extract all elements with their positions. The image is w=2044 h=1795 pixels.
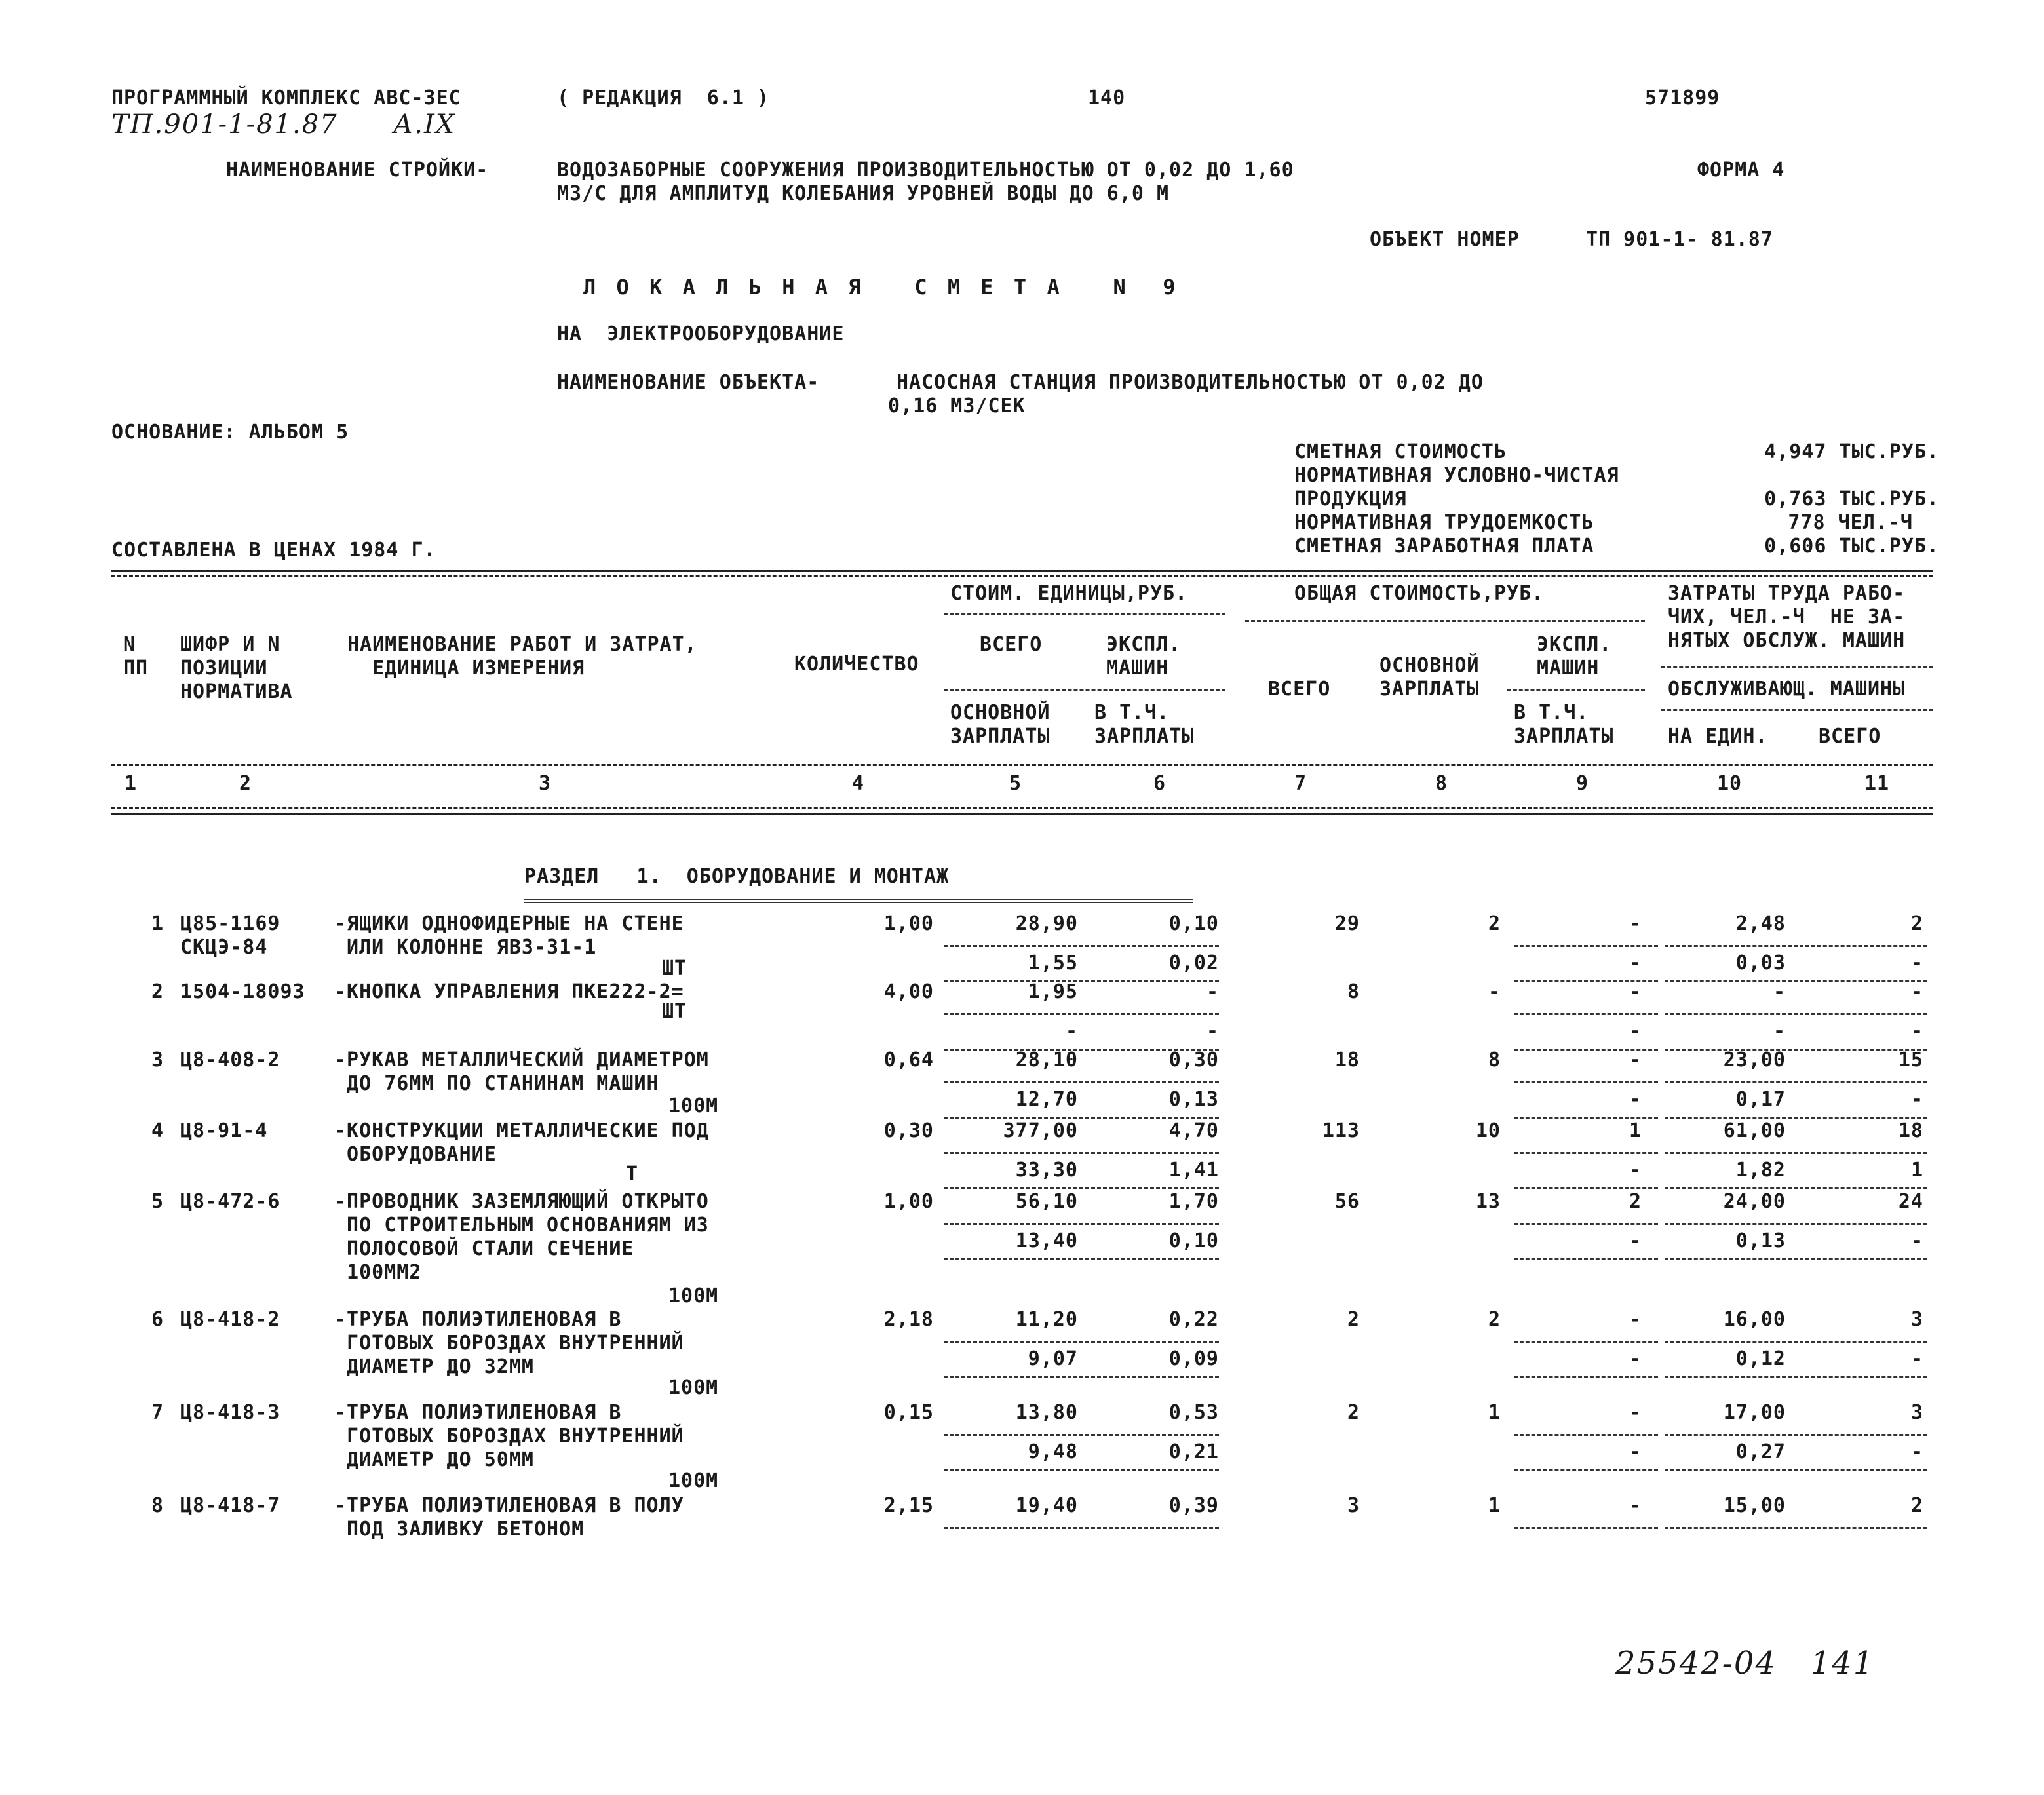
row-total-machine: - (1629, 1401, 1642, 1424)
summary-label: НОРМАТИВНАЯ ТРУДОЕМКОСТЬ (1294, 511, 1594, 534)
row-quantity: 2,18 (883, 1308, 934, 1331)
row-unit-incl: 0,02 (1168, 952, 1219, 975)
column-number: 5 (1009, 772, 1022, 795)
row-labor-all: 2 (1910, 1494, 1923, 1517)
row-number: 8 (151, 1494, 164, 1517)
summary-label: СМЕТНАЯ ЗАРАБОТНАЯ ПЛАТА (1294, 535, 1594, 558)
row-total-all: 2 (1347, 1401, 1360, 1424)
row-code: 1504-18093 (180, 980, 305, 1003)
row-unit: 100М (668, 1469, 719, 1492)
row-name: -ТРУБА ПОЛИЭТИЛЕНОВАЯ В ПОЛУ ПОД ЗАЛИВКУ БЕТОНОМ (334, 1494, 684, 1541)
header-divider (1507, 689, 1645, 691)
row-labor-all: 3 (1910, 1401, 1923, 1424)
row-labor-unit: 61,00 (1723, 1119, 1786, 1142)
cell-divider (944, 1469, 1219, 1471)
row-unit-machine: 0,53 (1168, 1401, 1219, 1424)
summary-label: НОРМАТИВНАЯ УСЛОВНО-ЧИСТАЯ (1294, 464, 1619, 487)
row-total-all: 56 (1334, 1190, 1360, 1213)
total-all-header: ВСЕГО (1268, 678, 1331, 701)
row-total-all: 18 (1334, 1049, 1360, 1071)
cell-divider (1665, 1013, 1927, 1015)
column-number: 9 (1576, 772, 1589, 795)
summary-label: СМЕТНАЯ СТОИМОСТЬ (1294, 440, 1507, 463)
cell-divider (1665, 1258, 1927, 1260)
row-name: -КОНСТРУКЦИИ МЕТАЛЛИЧЕСКИЕ ПОД ОБОРУДОВАНИЕ (334, 1119, 709, 1166)
cell-divider (1514, 1152, 1658, 1154)
row-unit-incl: 0,09 (1168, 1347, 1219, 1370)
row-unit-total: 19,40 (1015, 1494, 1078, 1517)
unit-wage-header: ОСНОВНОЙ ЗАРПЛАТЫ (950, 701, 1051, 748)
row-quantity: 1,00 (883, 1190, 934, 1213)
row-quantity: 4,00 (883, 980, 934, 1003)
cell-divider (1665, 1152, 1927, 1154)
row-unit-wage: 13,40 (1015, 1229, 1078, 1252)
cell-divider (1665, 1081, 1927, 1083)
cell-divider (1514, 1013, 1658, 1015)
cell-divider (944, 1258, 1219, 1260)
row-unit-machine: 0,30 (1168, 1049, 1219, 1071)
object-number-label: ОБЪЕКТ НОМЕР (1370, 228, 1520, 251)
row-total-incl: - (1629, 1440, 1642, 1463)
cell-divider (1514, 1341, 1658, 1343)
header-divider (944, 613, 1225, 615)
row-total-incl: - (1629, 1229, 1642, 1252)
row-unit-wage: 9,07 (1028, 1347, 1078, 1370)
row-unit-wage: 12,70 (1015, 1088, 1078, 1111)
row-unit-wage: 1,55 (1028, 952, 1078, 975)
row-total-all: 113 (1322, 1119, 1360, 1142)
total-incl-header: В Т.Ч. ЗАРПЛАТЫ (1514, 701, 1614, 748)
row-unit-incl: 0,10 (1168, 1229, 1219, 1252)
row-total-machine: - (1629, 980, 1642, 1003)
row-total-machine: 2 (1629, 1190, 1642, 1213)
cell-divider (1665, 980, 1927, 982)
cell-divider (944, 1187, 1219, 1189)
row-unit-incl: - (1206, 1020, 1219, 1043)
total-machine-header: ЭКСПЛ. МАШИН (1537, 633, 1612, 680)
table-top-rule-2 (111, 575, 1933, 577)
cell-divider (1514, 1434, 1658, 1436)
row-quantity: 0,64 (883, 1049, 934, 1071)
row-total-machine: - (1629, 1308, 1642, 1331)
row-unit-total: 28,90 (1015, 912, 1078, 935)
row-total-all: 3 (1347, 1494, 1360, 1517)
column-number: 10 (1717, 772, 1743, 795)
cell-divider (944, 945, 1219, 947)
row-total-wage: 1 (1488, 1401, 1501, 1424)
cell-divider (1665, 1434, 1927, 1436)
row-code: Ц8-408-2 (180, 1049, 280, 1071)
row-code: Ц85-1169 СКЦЭ-84 (180, 912, 280, 959)
row-name: -ПРОВОДНИК ЗАЗЕМЛЯЮЩИЙ ОТКРЫТО ПО СТРОИТЕЛЬНЫМ ОСНОВАНИЯМ ИЗ ПОЛОСОВОЙ СТАЛИ СЕЧЕНИЕ 100ММ2 (334, 1190, 709, 1284)
row-labor-all: 24 (1898, 1190, 1923, 1213)
cell-divider (944, 1013, 1219, 1015)
document-subtitle: НА ЭЛЕКТРООБОРУДОВАНИЕ (557, 322, 845, 345)
column-number: 4 (852, 772, 865, 795)
row-number: 3 (151, 1049, 164, 1071)
total-wage-header: ОСНОВНОЙ ЗАРПЛАТЫ (1379, 654, 1480, 701)
cell-divider (1514, 1258, 1658, 1260)
form-label: ФОРМА 4 (1697, 159, 1785, 182)
object-name-line-2: 0,16 М3/СЕК (888, 395, 1026, 417)
row-labor-machine-unit: 0,13 (1735, 1229, 1786, 1252)
row-quantity: 0,15 (883, 1401, 934, 1424)
row-unit: Т (626, 1163, 639, 1186)
row-number: 7 (151, 1401, 164, 1424)
row-total-wage: 2 (1488, 1308, 1501, 1331)
col-code-header: ШИФР И N ПОЗИЦИИ НОРМАТИВА (180, 633, 293, 703)
row-unit-total: 1,95 (1028, 980, 1078, 1003)
row-labor-machine-unit: 1,82 (1735, 1159, 1786, 1182)
row-unit-incl: 0,21 (1168, 1440, 1219, 1463)
cell-divider (1665, 1527, 1927, 1529)
row-unit: 100М (668, 1376, 719, 1399)
row-total-all: 8 (1347, 980, 1360, 1003)
row-total-machine: - (1629, 1049, 1642, 1071)
cell-divider (944, 1341, 1219, 1343)
object-number: ТП 901-1- 81.87 (1586, 228, 1773, 251)
row-total-incl: - (1629, 952, 1642, 975)
row-quantity: 2,15 (883, 1494, 934, 1517)
row-name: -ЯЩИКИ ОДНОФИДЕРНЫЕ НА СТЕНЕ ИЛИ КОЛОННЕ ЯВЗ-31-1 (334, 912, 684, 959)
row-unit-total: 377,00 (1003, 1119, 1078, 1142)
labor-unit-header: НА ЕДИН. (1668, 725, 1768, 748)
table-top-rule (111, 570, 1933, 572)
row-total-wage: 13 (1475, 1190, 1501, 1213)
cell-divider (944, 1434, 1219, 1436)
cell-divider (1665, 1341, 1927, 1343)
cell-divider (1514, 1081, 1658, 1083)
summary-value: 778 ЧЕЛ.-Ч (1788, 511, 1913, 534)
row-labor-machine-all: - (1910, 952, 1923, 975)
row-labor-machine-all: - (1910, 1229, 1923, 1252)
cell-divider (1665, 945, 1927, 947)
row-labor-machine-all: 1 (1910, 1159, 1923, 1182)
unit-machine-header: ЭКСПЛ. МАШИН (1106, 633, 1182, 680)
header-divider (944, 689, 1225, 691)
column-number: 1 (125, 772, 138, 795)
total-cost-header: ОБЩАЯ СТОИМОСТЬ,РУБ. (1294, 582, 1545, 605)
row-labor-machine-unit: 0,27 (1735, 1440, 1786, 1463)
row-name: -РУКАВ МЕТАЛЛИЧЕСКИЙ ДИАМЕТРОМ ДО 76ММ ПО СТАНИНАМ МАШИН (334, 1049, 709, 1095)
row-unit-machine: 1,70 (1168, 1190, 1219, 1213)
unit-total-header: ВСЕГО (980, 633, 1043, 656)
row-labor-machine-unit: - (1773, 1020, 1786, 1043)
handwritten-album: А.IX (393, 109, 456, 140)
row-number: 1 (151, 912, 164, 935)
row-unit-total: 11,20 (1015, 1308, 1078, 1331)
row-quantity: 0,30 (883, 1119, 934, 1142)
row-unit-wage: - (1065, 1020, 1078, 1043)
cell-divider (944, 1081, 1219, 1083)
construction-line-1: ВОДОЗАБОРНЫЕ СООРУЖЕНИЯ ПРОИЗВОДИТЕЛЬНОСТЬЮ ОТ 0,02 ДО 1,60 (557, 159, 1294, 182)
cell-divider (1665, 1376, 1927, 1378)
row-code: Ц8-418-3 (180, 1401, 280, 1424)
row-labor-machine-unit: 0,17 (1735, 1088, 1786, 1111)
row-labor-unit: 15,00 (1723, 1494, 1786, 1517)
row-labor-unit: 23,00 (1723, 1049, 1786, 1071)
row-number: 4 (151, 1119, 164, 1142)
unit-cost-header: СТОИМ. ЕДИНИЦЫ,РУБ. (950, 582, 1188, 605)
row-unit-machine: 0,10 (1168, 912, 1219, 935)
section-underline (524, 899, 1193, 903)
cell-divider (944, 1152, 1219, 1154)
column-number: 3 (539, 772, 552, 795)
row-labor-all: 15 (1898, 1049, 1923, 1071)
summary-value: 0,606 ТЫС.РУБ. (1764, 535, 1939, 558)
row-total-wage: 2 (1488, 912, 1501, 935)
row-name: -ТРУБА ПОЛИЭТИЛЕНОВАЯ В ГОТОВЫХ БОРОЗДАХ ВНУТРЕННИЙ ДИАМЕТР ДО 32ММ (334, 1308, 684, 1378)
row-code: Ц8-91-4 (180, 1119, 268, 1142)
summary-value: 0,763 ТЫС.РУБ. (1764, 488, 1939, 511)
row-unit-machine: 0,22 (1168, 1308, 1219, 1331)
construction-label: НАИМЕНОВАНИЕ СТРОЙКИ- (226, 159, 489, 182)
cell-divider (944, 1376, 1219, 1378)
cell-divider (1514, 1223, 1658, 1225)
row-unit-total: 28,10 (1015, 1049, 1078, 1071)
row-labor-machine-unit: 0,03 (1735, 952, 1786, 975)
col-quantity-header: КОЛИЧЕСТВО (794, 653, 919, 676)
row-labor-machine-unit: 0,12 (1735, 1347, 1786, 1370)
row-labor-all: - (1910, 980, 1923, 1003)
row-unit-incl: 0,13 (1168, 1088, 1219, 1111)
row-total-machine: - (1629, 912, 1642, 935)
document-title: Л О К А Л Ь Н А Я С М Е Т А N 9 (583, 275, 1180, 299)
row-labor-unit: 17,00 (1723, 1401, 1786, 1424)
labor-header: ЗАТРАТЫ ТРУДА РАБО- ЧИХ, ЧЕЛ.-Ч НЕ ЗА- НЯТЫХ ОБСЛУЖ. МАШИН (1668, 582, 1906, 652)
row-unit-machine: 0,39 (1168, 1494, 1219, 1517)
cell-divider (1514, 1117, 1658, 1119)
column-number: 11 (1864, 772, 1890, 795)
row-labor-all: 2 (1910, 912, 1923, 935)
row-labor-unit: 2,48 (1735, 912, 1786, 935)
row-labor-unit: - (1773, 980, 1786, 1003)
cell-divider (1514, 945, 1658, 947)
cell-divider (1514, 1527, 1658, 1529)
cell-divider (944, 1117, 1219, 1119)
row-labor-all: 3 (1910, 1308, 1923, 1331)
col-name-header: НАИМЕНОВАНИЕ РАБОТ И ЗАТРАТ, ЕДИНИЦА ИЗМЕРЕНИЯ (347, 633, 697, 680)
row-total-all: 2 (1347, 1308, 1360, 1331)
row-code: Ц8-418-7 (180, 1494, 280, 1517)
row-total-wage: 10 (1475, 1119, 1501, 1142)
col-number-header: N ПП (123, 633, 149, 680)
cell-divider (1665, 1187, 1927, 1189)
basis: ОСНОВАНИЕ: АЛЬБОМ 5 (111, 421, 349, 444)
row-labor-unit: 24,00 (1723, 1190, 1786, 1213)
cell-divider (944, 1527, 1219, 1529)
table-numbers-rule (111, 807, 1933, 809)
edition: ( РЕДАКЦИЯ 6.1 ) (557, 87, 770, 109)
row-total-incl: - (1629, 1159, 1642, 1182)
cell-divider (1514, 1469, 1658, 1471)
row-labor-unit: 16,00 (1723, 1308, 1786, 1331)
cell-divider (1514, 1376, 1658, 1378)
summary-label: ПРОДУКЦИЯ (1294, 488, 1407, 511)
header-divider (1245, 620, 1645, 622)
row-name: -ТРУБА ПОЛИЭТИЛЕНОВАЯ В ГОТОВЫХ БОРОЗДАХ ВНУТРЕННИЙ ДИАМЕТР ДО 50ММ (334, 1401, 684, 1471)
row-labor-machine-all: - (1910, 1440, 1923, 1463)
object-name-line-1: НАСОСНАЯ СТАНЦИЯ ПРОИЗВОДИТЕЛЬНОСТЬЮ ОТ 0,02 ДО (897, 371, 1484, 394)
row-number: 6 (151, 1308, 164, 1331)
handwritten-footer: 25542-04 141 (1615, 1645, 1875, 1682)
row-code: Ц8-418-2 (180, 1308, 280, 1331)
table-numbers-rule-2 (111, 813, 1933, 815)
cell-divider (1665, 1117, 1927, 1119)
cell-divider (1665, 1049, 1927, 1051)
header-divider (1661, 709, 1933, 711)
row-quantity: 1,00 (883, 912, 934, 935)
column-number: 2 (239, 772, 252, 795)
row-total-wage: 1 (1488, 1494, 1501, 1517)
row-code: Ц8-472-6 (180, 1190, 280, 1213)
row-unit-total: 56,10 (1015, 1190, 1078, 1213)
cell-divider (1665, 1223, 1927, 1225)
row-unit: ШТ (662, 1000, 687, 1023)
row-total-incl: - (1629, 1088, 1642, 1111)
row-total-incl: - (1629, 1347, 1642, 1370)
row-total-wage: - (1488, 980, 1501, 1003)
row-unit-total: 13,80 (1015, 1401, 1078, 1424)
handwritten-reference: ТП.901-1-81.87 (111, 109, 338, 140)
labor-machine-header: ОБСЛУЖИВАЮЩ. МАШИНЫ (1668, 678, 1906, 701)
row-total-machine: 1 (1629, 1119, 1642, 1142)
row-unit-wage: 33,30 (1015, 1159, 1078, 1182)
summary-value: 4,947 ТЫС.РУБ. (1764, 440, 1939, 463)
column-number: 7 (1294, 772, 1307, 795)
row-unit-machine: 4,70 (1168, 1119, 1219, 1142)
section-title: РАЗДЕЛ 1. ОБОРУДОВАНИЕ И МОНТАЖ (524, 865, 950, 888)
construction-line-2: М3/С ДЛЯ АМПЛИТУД КОЛЕБАНИЯ УРОВНЕЙ ВОДЫ ДО 6,0 М (557, 182, 1170, 205)
row-unit: 100М (668, 1094, 719, 1117)
row-labor-machine-all: - (1910, 1347, 1923, 1370)
document-code: 571899 (1645, 87, 1720, 109)
row-number: 2 (151, 980, 164, 1003)
row-total-machine: - (1629, 1494, 1642, 1517)
row-name: -КНОПКА УПРАВЛЕНИЯ ПКЕ222-2= (334, 980, 684, 1003)
column-number: 8 (1435, 772, 1448, 795)
row-unit-incl: 1,41 (1168, 1159, 1219, 1182)
row-unit-machine: - (1206, 980, 1219, 1003)
row-total-wage: 8 (1488, 1049, 1501, 1071)
prices-year: СОСТАВЛЕНА В ЦЕНАХ 1984 Г. (111, 539, 436, 562)
unit-incl-header: В Т.Ч. ЗАРПЛАТЫ (1094, 701, 1195, 748)
row-labor-all: 18 (1898, 1119, 1923, 1142)
page-number: 140 (1088, 87, 1126, 109)
cell-divider (1665, 1469, 1927, 1471)
labor-all-header: ВСЕГО (1819, 725, 1881, 748)
cell-divider (944, 980, 1219, 982)
object-name-label: НАИМЕНОВАНИЕ ОБЪЕКТА- (557, 371, 820, 394)
cell-divider (1514, 1187, 1658, 1189)
row-unit: 100М (668, 1284, 719, 1307)
row-unit-wage: 9,48 (1028, 1440, 1078, 1463)
header-divider (1661, 666, 1933, 668)
row-unit: ШТ (662, 957, 687, 980)
table-header-rule (111, 764, 1933, 766)
column-number: 6 (1153, 772, 1167, 795)
cell-divider (944, 1223, 1219, 1225)
row-number: 5 (151, 1190, 164, 1213)
row-total-incl: - (1629, 1020, 1642, 1043)
row-labor-machine-all: - (1910, 1020, 1923, 1043)
row-labor-machine-all: - (1910, 1088, 1923, 1111)
program-name: ПРОГРАММНЫЙ КОМПЛЕКС АВС-3ЕС (111, 87, 461, 109)
row-total-all: 29 (1334, 912, 1360, 935)
